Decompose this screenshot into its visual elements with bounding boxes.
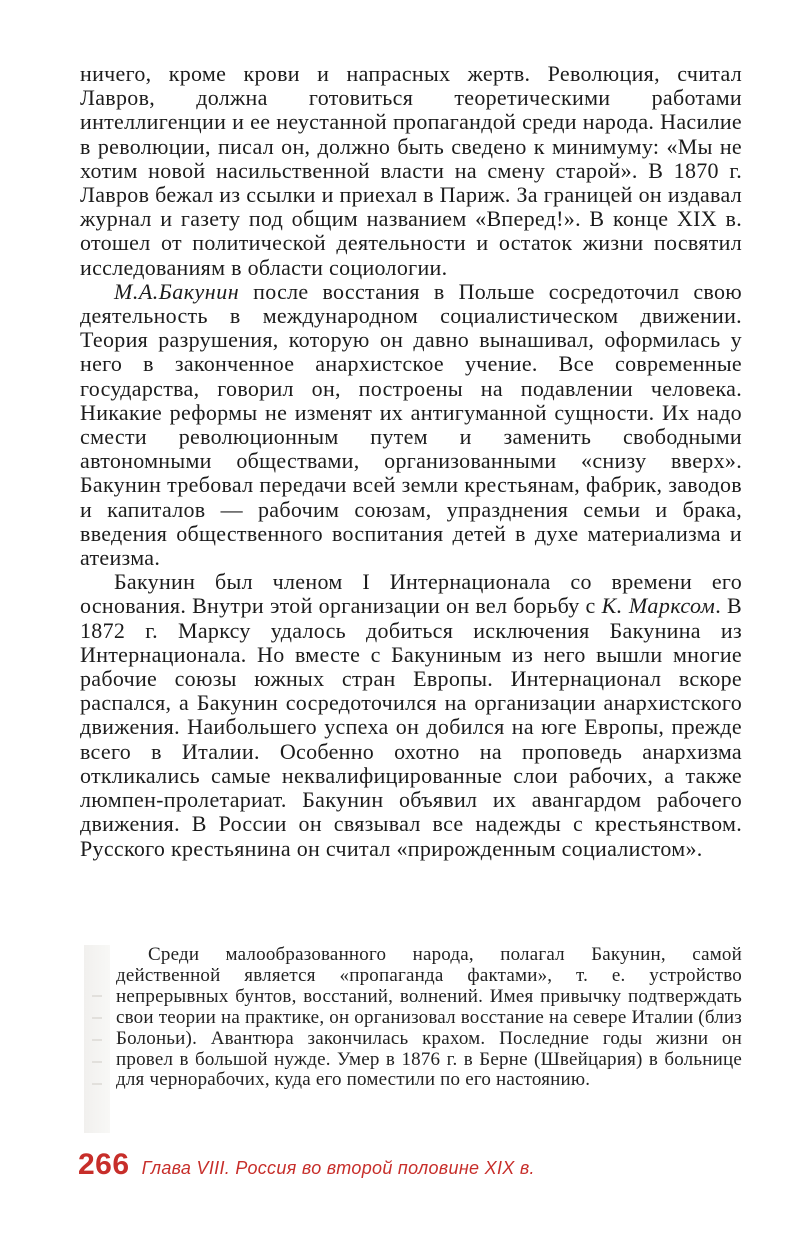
side-bar-rule [92, 1061, 102, 1063]
paragraph-international [80, 570, 742, 860]
name-marx: К. Марксом [601, 593, 716, 619]
paragraph-lavrov: ничего, кроме крови и напрасных жертв. Революция, считал Лавров, должна готовиться теоретическими работами интеллигенции и ее неустанной пропагандой среди народа. Насилие в революции, писал он, должно быть сведено к минимуму: «Мы не хотим новой насильственной власти на смену старой». В 1870 г. Лавров бежал из ссылки и приехал в Париж. За границей он издавал журнал и газету под общим названием «Вперед!». В конце XIX в. отошел от политической деятельности и остаток жизни посвятил исследованиям в области социологии. [80, 61, 742, 280]
note-block [116, 945, 742, 1091]
page-footer [78, 1148, 535, 1182]
page-number: 266 [78, 1148, 130, 1181]
side-bar-rule [92, 1083, 102, 1085]
side-bar-rule [92, 1017, 102, 1019]
side-bar-rule [92, 995, 102, 997]
note-side-bar [84, 945, 110, 1133]
paragraph-bakunin [80, 280, 742, 570]
side-bar-rule [92, 1039, 102, 1041]
paragraph-international-start: Бакунин был членом I Интернационала со времени его основания. Внутри этой организации он вел борьбу с [80, 569, 742, 619]
name-bakunin: М.А.Бакунин [114, 278, 240, 304]
paragraph-bakunin-text: после восстания в Польше сосредоточил свою деятельность в международном социалистическом движении. Теория разрушения, которую он давно вынашивал, оформилась у него в законченное анархистское учение. Все современные государства, говорил он, построены на подавлении человека. Никакие реформы не изменят их антигуманной сущности. Их надо смести революционным путем и заменить свободными автономными обществами, организованными «снизу вверх». Бакунин требовал передачи всей земли крестьянам, фабрик, заводов и капиталов — рабочим союзам, упразднения семьи и брака, введения общественного воспитания детей в духе материализма и атеизма. [80, 278, 742, 571]
chapter-title: Глава VIII. Россия во второй половине XIX в. [141, 1158, 535, 1178]
paragraph-international-text: . В 1872 г. Марксу удалось добиться исключения Бакунина из Интернационала. Но вместе с Бакуниным из него вышли многие рабочие союзы южных стран Европы. Интернационал вскоре распался, а Бакунин сосредоточился на организации анархистского движения. Наибольшего успеха он добился на юге Европы, прежде всего в Италии. Особенно охотно на проповедь анархизма откликались самые неквалифицированные слои рабочих, а также люмпен-пролетариат. Бакунин объявил их авангардом рабочего движения. В России он связывал все надежды с крестьянством. Русского крестьянина он считал «прирожденным социалистом». [80, 593, 743, 861]
main-text [80, 62, 742, 861]
note-paragraph: Среди малообразованного народа, полагал Бакунин, самой действенной является «пропаганда фактами», т. е. устройство непрерывных бунтов, восстаний, волнений. Имея привычку подтверждать свои теории на практике, он организовал восстание на севере Италии (близ Болоньи). Авантюра закончилась крахом. Последние годы жизни он провел в большой нужде. Умер в 1876 г. в Берне (Швейцария) в больнице для чернорабочих, куда его поместили по его настоянию. [116, 944, 742, 1091]
